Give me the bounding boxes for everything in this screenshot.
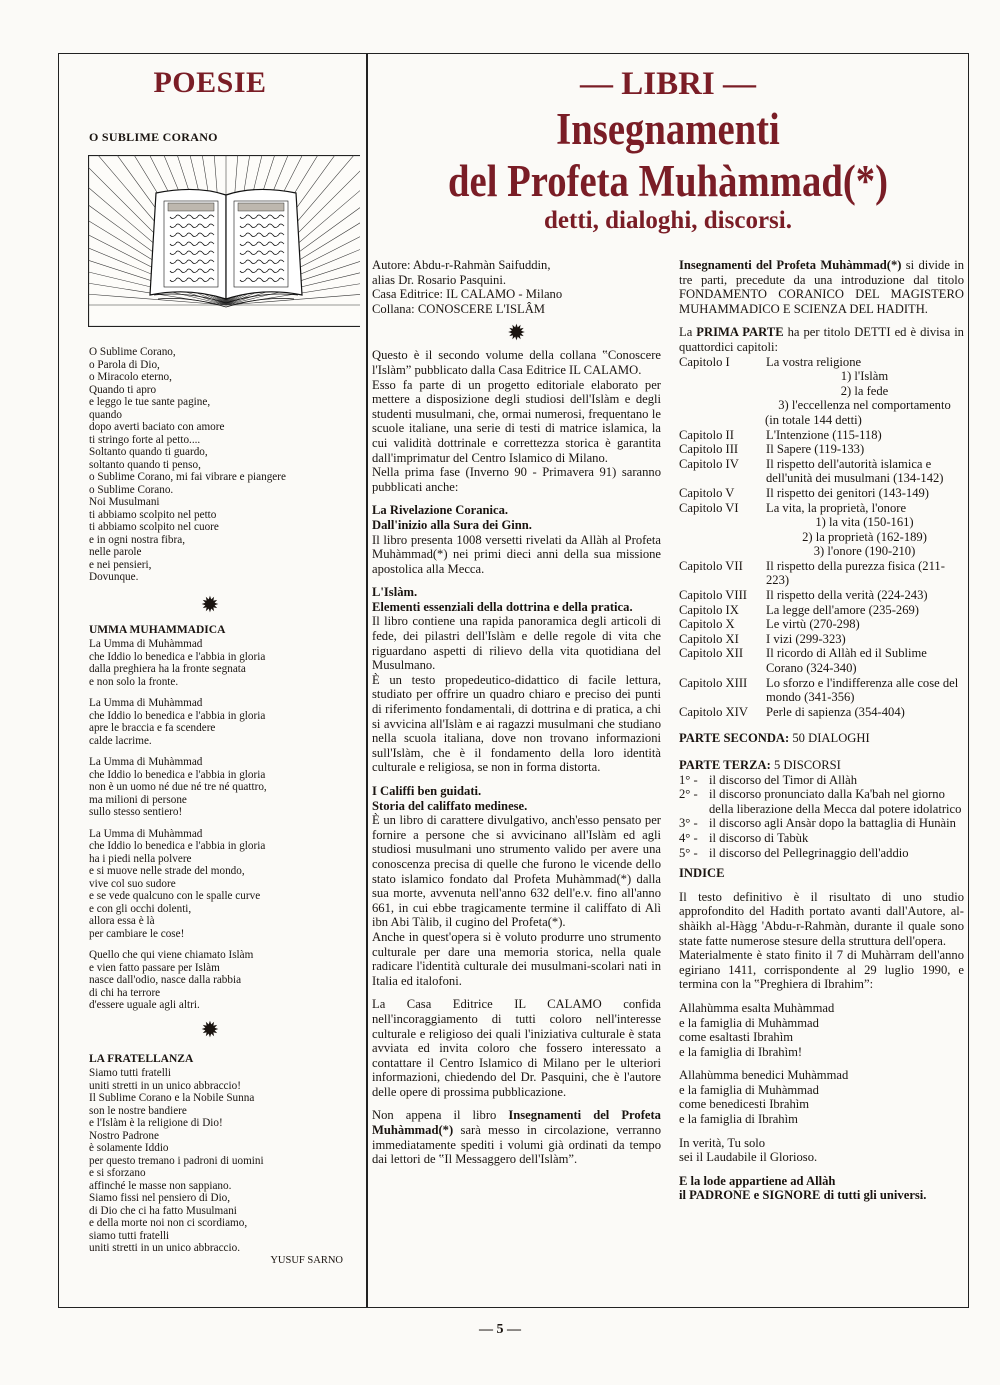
poem-line: calde lacrime. [89,734,152,747]
chapter-number: Capitolo X [679,617,735,632]
page-number: — 5 — [479,1322,521,1337]
discourse-number: 3° - [679,816,698,831]
credit-line: Autore: Abdu-r-Rahmàn Saifuddin, [372,258,551,272]
poem-line: uniti stretti in un unico abbraccio. [89,1242,240,1254]
poem-line: per questo tremano i padroni di uomini [89,1154,264,1167]
discourse-number: 4° - [679,830,698,845]
parte-terza [679,758,964,773]
indice-heading: INDICE [679,866,725,881]
discourse-row [679,831,964,846]
availability-text-a: Non appena il libro [372,1108,509,1123]
poem-line: o Parola di Dio, [89,358,160,371]
poem-line: e della morte noi non ci scordiamo, [89,1217,248,1229]
chapter-title: Il Sapere (119-133) [766,442,865,457]
poem-line: e se vede qualcuno con le spalle curve [89,890,261,902]
chapter-row [679,603,964,618]
prayer-stanza-3 [679,1136,964,1165]
prayer-line: e la famiglia di Muhàmmad [679,1082,819,1097]
chapter-list [679,355,964,720]
book3-title: I Califfi ben guidati. [372,784,482,798]
structure-text: si divide in tre parti, precedute da una introduzione dal titolo FONDAMENTO CORANICO DEL MAGISTERO MUHAMMADICO E SCIENZA DEL HADITH. [679,258,964,316]
discourse-title: il discorso agli Ansàr dopo la battaglia di Hunàin [709,816,956,831]
article-column-1 [372,258,661,1203]
poetry-heading: POESIE [153,66,267,99]
chapter-number: Capitolo III [679,442,739,457]
paragraph-first-phase: Nella prima fase (Inverno 90 - Primavera 91) saranno pubblicati anche: [372,465,661,494]
poem-line: apre le braccia e fa scendere [89,722,216,734]
book1-title: La Rivelazione Coranica. [372,503,509,518]
poem-line: dalla preghiera ha la fronte segnata [89,663,246,675]
poem-line: La Umma di Muhàmmad [89,638,203,650]
book2-description-1: Il libro contiene una rapida panoramica degli articoli di fede, dei pilastri dell'Islàm e delle regole di vita che riguardano aspetti di rilievo della vita quotidiana del Musulmano. [372,614,661,673]
poem-line: allora essa è là [89,915,155,927]
discourse-title: il discorso pronunciato dalla Ka'bah nel giorno della liberazione della Mecca dal potere idolatrico [709,787,962,816]
chapter-row [679,559,964,588]
poem-line: quando [89,408,122,421]
chapter-subitem: 2) la fede [840,383,889,398]
poem-line: e non solo la fronte. [89,675,179,688]
chapter-row [679,676,964,705]
poem-line: ha i piedi nella polvere [89,852,192,865]
structure-book-title: Insegnamenti del Profeta Muhàmmad(*) [679,258,902,272]
poem-line: siamo tutti fratelli [89,1229,170,1242]
closing-line-1: E la lode appartiene ad Allàh [679,1173,836,1188]
parte-seconda-text: 50 DIALOGHI [789,731,870,746]
chapter-number: Capitolo VII [679,558,743,573]
discourse-row [679,846,964,861]
poem-line: Noi Musulmani [89,496,160,508]
chapter-row [679,588,964,603]
poem-line: e si muove nelle strade del mondo, [89,865,245,877]
poem-line: son le nostre bandiere [89,1104,187,1117]
poem-line: che Iddio lo benedica e l'abbia in gloria [89,650,266,663]
poem-line: di chi ha terrore [89,986,161,999]
poem-title-la-fratellanza: LA FRATELLANZA [89,1052,194,1065]
poem-line: La Umma di Muhàmmad [89,756,203,768]
chapter-row [679,617,964,632]
paragraph-availability [372,1108,661,1166]
poem-line: ti abbiamo scolpito nel cuore [89,521,219,533]
prayer-line: e la famiglia di Muhàmmad [679,1015,819,1030]
poem-signature: YUSUF SARNO [270,1254,343,1266]
poem-line: e leggo le tue sante pagine, [89,396,211,408]
chapter-number: Capitolo V [679,485,735,500]
chapter-subitem: 3) l'eccellenza nel comportamento [778,398,951,413]
poem-line: è solamente Iddio [89,1142,169,1154]
prayer-line: Allahùmma benedici Muhàmmad [679,1068,849,1083]
chapter-row [679,646,964,675]
book2-subtitle: Elementi essenziali della dottrina e della pratica. [372,599,633,614]
chapter-title: I vizi (299-323) [766,631,846,646]
poem-title-sublime-corano: O SUBLIME CORANO [89,130,218,144]
availability-text-c: sarà messo in circolazione, verranno immediatamente spediti i volumi già ordinati da tempo dai lettori de ‟Il Messaggero dell'Islàm”. [372,1123,661,1167]
discourse-row [679,787,964,816]
poem-line: Quando ti apro [89,383,157,396]
chapter-subitem: 1) la vita (150-161) [815,515,914,530]
chapter-number: Capitolo XIII [679,675,748,690]
chapter-number: Capitolo XII [679,646,744,661]
chapter-number: Capitolo VIII [679,588,747,603]
poem-line: ti stringo forte al petto.... [89,433,201,446]
poem-line: e con gli occhi dolenti, [89,902,192,915]
section-heading: — LIBRI — [579,66,757,102]
poem-umma-muhammadica [89,624,355,1012]
book2-title: L'Islàm. [372,585,418,600]
poem-line: d'essere uguale agli altri. [89,999,200,1011]
discourse-number: 2° - [679,787,698,802]
discourse-title: il discorso del Pellegrinaggio dell'addio [709,845,909,860]
chapter-row [679,428,964,443]
poem-line: Quello che qui viene chiamato Islàm [89,949,254,961]
poem-line: sullo stesso sentiero! [89,806,183,818]
chapter-row [679,632,964,647]
poem-line: Nostro Padrone [89,1129,159,1142]
paragraph-intro: Questo è il secondo volume della collana ‟Conoscere l'Islàm” pubblicato dalla Casa Editrice IL CALAMO. [372,348,661,377]
books-column [370,58,966,1304]
poem-line: per cambiare le cose! [89,927,185,940]
book3-description-2: Anche in quest'opera si è voluto produrre uno strumento culturale per dare una memoria storica, nella quale radicare l'identità culturale dei musulmani-scolari nati in Italia ed italofoni. [372,929,661,988]
poem-line: o Miracolo eterno, [89,371,172,383]
poem-line: e vien fatto passare per Islàm [89,961,220,974]
parte-terza-label: PARTE TERZA: [679,758,771,772]
poem-stanza [89,949,355,1012]
poem-stanza [89,828,355,941]
poem-stanza [89,697,355,747]
paragraph-structure [679,258,964,316]
poem-line: che Iddio lo benedica e l'abbia in gloria [89,840,266,852]
prayer-line: e la famiglia di Ibrahìm [679,1112,798,1127]
poem-line: e si sforzano [89,1167,146,1179]
prayer-line: e la famiglia di Ibrahìm! [679,1044,803,1059]
prima-parte-label: PRIMA PARTE [696,325,784,340]
poem-line: soltanto quando ti penso, [89,458,201,471]
poem-line: e l'Islàm è la religione di Dio! [89,1117,223,1129]
prayer-line: In verità, Tu solo [679,1135,766,1150]
parte-terza-text: 5 DISCORSI [770,758,841,772]
chapter-number: Capitolo I [679,354,730,369]
paragraph-project: Esso fa parte di un progetto editoriale elaborato per mettere a disposizione degli studiosi dell'Islàm e degli studenti musulmani, che, ormai numerosi, frequentano le scuole italiane, una serie di testi di matrice islamica, la cui validità dottrinale e correttezza storica è garantita dall'imprimatur del Centro Islamico di Milano. [372,377,661,465]
book1-subtitle: Dall'inizio alla Sura dei Ginn. [372,517,532,532]
chapter-title: La vita, la proprietà, l'onore [766,500,907,515]
chapter-title: L'Intenzione (115-118) [766,427,882,442]
discourse-number: 1° - [679,772,698,787]
star-ornament-3: ✹ [507,320,526,346]
poem-line: ma milioni di persone [89,793,187,806]
chapter-subitem: 3) l'onore (190-210) [813,544,916,559]
prayer-line: Allahùmma esalta Muhàmmad [679,1000,835,1015]
poem-line: e in ogni nostra fibra, [89,533,186,546]
poem-stanza [89,638,355,688]
chapter-title: Le virtù (270-298) [766,617,860,632]
parte-seconda-label: PARTE SECONDA: [679,731,790,746]
chapter-row [679,442,964,457]
poem-line: vive col suo sudore [89,877,176,890]
credit-line: Collana: CONOSCERE L'ISLÂM [372,301,545,316]
column-divider [366,53,368,1308]
discourse-row [679,816,964,831]
poem-line: O Sublime Corano, [89,346,176,358]
paragraph-definitive-text: Il testo definitivo è il risultato di uno studio approfondito del Hadith portato avanti dall'Autore, al-shàikh al-Hàgg 'Abdu-r-Rahmàn, durante il quale sono state fatte numerose stesure della struttura dell'opera. [679,889,964,948]
chapter-row [679,355,964,370]
poem-la-fratellanza [89,1053,355,1268]
poem-line: affinché le masse non sappiano. [89,1179,232,1192]
poem-line: che Iddio lo benedica e l'abbia in gloria [89,709,266,722]
poem-line: dopo averti baciato con amore [89,421,225,433]
discourse-title: il discorso del Timor di Allàh [709,772,857,787]
poem-title-umma-muhammadica: UMMA MUHAMMADICA [89,623,226,636]
chapter-row [679,705,964,720]
chapter-number: Capitolo XIV [679,704,748,719]
chapter-subitem: 1) l'Islàm [840,369,889,384]
poem-line: nelle parole [89,546,142,558]
poem-line: Siamo fissi nel pensiero di Dio, [89,1192,231,1204]
article-column-2 [679,258,964,1203]
chapter-title: Lo sforzo e l'indifferenza alle cose del mondo (341-356) [766,675,959,705]
star-ornament-1: ✹ [200,591,220,617]
book-title-line-2: del Profeta Muhàmmad(*) [448,156,888,206]
chapter-title: La legge dell'amore (235-269) [766,602,919,617]
poem-line: di Dio che ci ha fatto Musulmani [89,1204,237,1217]
paragraph-completion: Materialmente è stato finito il 7 di Muhàrram dell'anno egiriano 1411, corrispondente al 29 luglio 1990, e termina con la ‟Preghiera di Ibrahim”: [679,948,964,992]
chapter-title: Il rispetto dei genitori (143-149) [766,485,929,500]
poem-sublime-corano [89,346,355,584]
credit-line: alias Dr. Rosario Pasquini. [372,272,506,287]
credit-line: Casa Editrice: IL CALAMO - Milano [372,287,563,302]
discourse-number: 5° - [679,845,698,860]
discourse-title: il discorso di Tabùk [709,830,809,845]
poem-line: non è un uomo né due né tre né quattro, [89,781,267,793]
poem-line: La Umma di Muhàmmad [89,827,203,840]
poem-line: che Iddio lo benedica e l'abbia in gloria [89,768,266,781]
chapter-title: Il rispetto della purezza fisica (211-223) [766,558,945,588]
poem-line: ti abbiamo scolpito nel petto [89,508,217,521]
poem-line: Siamo tutti fratelli [89,1067,172,1079]
chapter-title: Perle di sapienza (354-404) [766,704,905,719]
poem-line: La Umma di Muhàmmad [89,697,203,709]
paragraph-prima-parte [679,325,964,354]
poem-line: Dovunque. [89,571,139,583]
prayer-stanza-1 [679,1001,964,1059]
prima-text-a: La [679,325,697,340]
prayer-line: come benedicesti Ibrahìm [679,1097,810,1112]
discourse-list [679,773,964,861]
prayer-line: come esaltasti Ibrahìm [679,1030,794,1045]
prima-text-c: ha per titolo DETTI ed è divisa in quattordici capitoli: [679,325,964,354]
availability-book-title: Insegnamenti del Profeta Muhàmmad(*) [372,1108,661,1138]
chapter-row [679,486,964,501]
chapter-title: Il ricordo di Allàh ed il Sublime Corano (324-340) [766,646,927,676]
prayer-stanza-2 [679,1068,964,1126]
poem-line: Soltanto quando ti guardo, [89,446,208,458]
paragraph-calamo: La Casa Editrice IL CALAMO confida nell'incoraggiamento di tutti coloro nell'interesse culturale e religioso dei quali l'iniziativa culturale è stata avviata ed invita coloro che fossero interessato a contattare il Centro Islamico di Milano per le ulteriori informazioni, chiedendo del Dr. Pasquini, che è l'autore delle opere di prossima pubblicazione. [372,997,661,1099]
poetry-column [60,58,360,1304]
chapter-title: Il rispetto dell'autorità islamica e dell'unità dei musulmani (134-142) [766,456,944,486]
chapter-row [679,501,964,516]
chapter-title: Il rispetto della verità (224-243) [766,588,928,603]
chapter-subitem: 2) la proprietà (162-189) [802,529,927,544]
chapter-subitem: (in totale 144 detti) [765,412,862,427]
closing-line-2: il PADRONE e SIGNORE di tutti gli universi. [679,1188,927,1203]
book-title-line-1: Insegnamenti [556,104,780,154]
poem-line: uniti stretti in un unico abbraccio! [89,1079,241,1092]
book-credits [372,258,661,316]
star-ornament-2: ✹ [200,1016,220,1042]
parte-seconda [679,731,964,746]
poem-line: e nei pensieri, [89,558,152,571]
book3-description-1: È un libro di carattere divulgativo, anch'esso pensato per fornire a persone che si avvicinano all'Islàm ed agli studiosi musulmani uno strumento valido per avere una conoscenza precisa di quelle che furono le vicende dello stato islamico fondato dal Profeta Muhàmmad(*) dalla sua morte, avvenuta nell'anno 632 dell'e.v. fino all'anno 661, in cui ebbe tragicamente termine il califfato di Alì ibn Abi Tàlib, il cugino del Profeta(*). [372,813,661,930]
chapter-title: La vostra religione [766,354,862,369]
book3-subtitle: Storia del califfato medinese. [372,798,528,813]
chapter-number: Capitolo IV [679,456,739,471]
chapter-number: Capitolo II [679,427,734,442]
chapter-number: Capitolo XI [679,631,739,646]
chapter-number: Capitolo VI [679,500,739,515]
poem-stanza [89,756,355,819]
chapter-row [679,457,964,486]
open-quran-illustration [88,155,360,327]
book1-description: Il libro presenta 1008 versetti rivelati da Allàh al Profeta Muhàmmad(*) nei primi dieci anni della sua missione apostolica alla Mecca. [372,532,661,576]
book-subtitle: detti, dialoghi, discorsi. [544,207,792,234]
poem-line: Il Sublime Corano e la Nobile Sunna [89,1092,255,1104]
poem-line: o Sublime Corano, mi fai vibrare e piangere [89,471,286,483]
poem-line: nasce dall'odio, nasce dalla rabbia [89,974,242,986]
poem-line: o Sublime Corano. [89,483,174,496]
book2-description-2: È un testo propedeutico-didattico di facile lettura, studiato per offrire un quadro chiaro e preciso dei punti di riferimento fondamentali, di dottrina e di pratica, a chi si avvicina all'Islàm e ai ragazzi musulmani che studiano nella scuola italiana, dove non trovano informazioni sull'Islàm, che è il fondamento della loro identità culturale e religiosa, se non in forma distorta. [372,672,661,775]
prayer-line: sei il Laudabile il Glorioso. [679,1150,818,1165]
discourse-row [679,773,964,788]
chapter-number: Capitolo IX [679,602,739,617]
